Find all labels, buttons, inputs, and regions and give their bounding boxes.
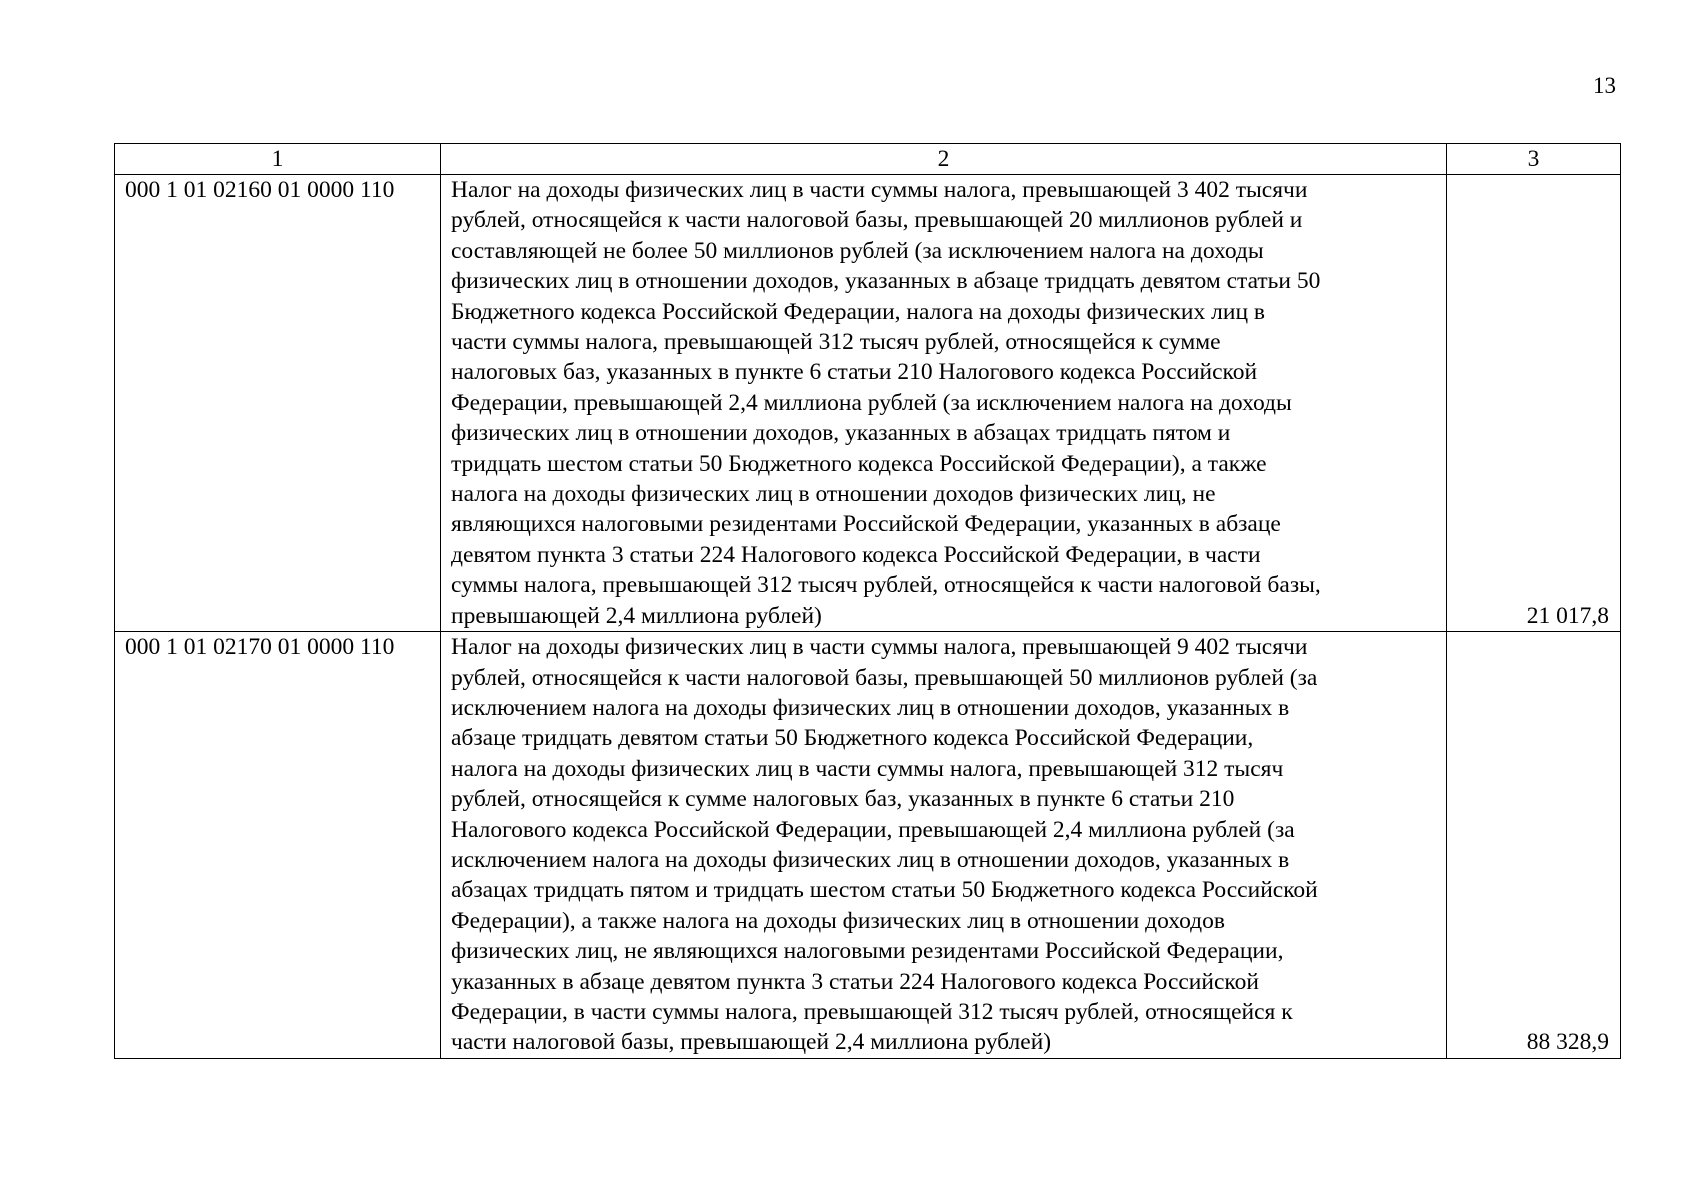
text-line: указанных в абзаце девятом пункта 3 статьи 224 Налогового кодекса Российской (451, 968, 1259, 995)
text-line: рублей, относящейся к части налоговой базы, превышающей 50 миллионов рублей (за (451, 664, 1318, 691)
text-line: являющихся налоговыми резидентами Российской Федерации, указанных в абзаце (451, 511, 1281, 538)
text-line: Налогового кодекса Российской Федерации, превышающей 2,4 миллиона рублей (за (451, 816, 1295, 843)
budget-revenue-table (114, 143, 1621, 1059)
amount-cell: 88 328,9 (1447, 632, 1621, 1059)
column-header-3: 3 (1447, 144, 1621, 175)
text-line: составляющей не более 50 миллионов рублей (за исключением налога на доходы (451, 237, 1264, 264)
text-line: Федерации, превышающей 2,4 миллиона рублей (за исключением налога на доходы (451, 389, 1292, 416)
text-line: физических лиц, не являющихся налоговыми резидентами Российской Федерации, (451, 938, 1284, 965)
text-line: рублей, относящейся к части налоговой базы, превышающей 20 миллионов рублей и (451, 207, 1303, 234)
table-body (115, 175, 1621, 1059)
text-line: суммы налога, превышающей 312 тысяч рублей, относящейся к части налоговой базы, (451, 572, 1321, 599)
page-number: 13 (1593, 73, 1616, 98)
revenue-code-cell: 000 1 01 02160 01 0000 110 (115, 175, 441, 632)
revenue-code-cell: 000 1 01 02170 01 0000 110 (115, 632, 441, 1059)
text-line: Федерации, в части суммы налога, превышающей 312 тысяч рублей, относящейся к (451, 998, 1293, 1025)
table-header (115, 144, 1621, 175)
text-line: части суммы налога, превышающей 312 тысяч рублей, относящейся к сумме (451, 329, 1221, 356)
text-line: исключением налога на доходы физических лиц в отношении доходов, указанных в (451, 694, 1290, 721)
text-line: Налог на доходы физических лиц в части суммы налога, превышающей 9 402 тысячи (451, 634, 1308, 661)
text-line: исключением налога на доходы физических лиц в отношении доходов, указанных в (451, 846, 1290, 873)
revenue-name-cell (441, 632, 1447, 1059)
text-line: абзаце тридцать девятом статьи 50 Бюджетного кодекса Российской Федерации, (451, 725, 1254, 752)
table-row (115, 175, 1621, 632)
text-line: налоговых баз, указанных в пункте 6 статьи 210 Налогового кодекса Российской (451, 359, 1258, 386)
text-line: превышающей 2,4 миллиона рублей) (451, 602, 822, 629)
text-line: физических лиц в отношении доходов, указанных в абзаце тридцать девятом статьи 50 (451, 268, 1321, 295)
text-line: тридцать шестом статьи 50 Бюджетного кодекса Российской Федерации), а также (451, 450, 1267, 477)
text-line: девятом пункта 3 статьи 224 Налогового кодекса Российской Федерации, в части (451, 541, 1261, 568)
text-line: налога на доходы физических лиц в части суммы налога, превышающей 312 тысяч (451, 755, 1284, 782)
text-line: абзацах тридцать пятом и тридцать шестом статьи 50 Бюджетного кодекса Российской (451, 877, 1318, 904)
header-row (115, 144, 1621, 175)
text-line: Федерации), а также налога на доходы физических лиц в отношении доходов (451, 907, 1225, 934)
text-line: физических лиц в отношении доходов, указанных в абзацах тридцать пятом и (451, 420, 1231, 447)
column-header-2: 2 (441, 144, 1447, 175)
text-line: налога на доходы физических лиц в отношении доходов физических лиц, не (451, 481, 1216, 508)
revenue-name-cell (441, 175, 1447, 632)
text-line: рублей, относящейся к сумме налоговых баз, указанных в пункте 6 статьи 210 (451, 786, 1235, 813)
table-row (115, 632, 1621, 1059)
column-header-1: 1 (115, 144, 441, 175)
text-line: Бюджетного кодекса Российской Федерации, налога на доходы физических лиц в (451, 298, 1265, 325)
text-line: части налоговой базы, превышающей 2,4 миллиона рублей) (451, 1029, 1052, 1056)
text-line: Налог на доходы физических лиц в части суммы налога, превышающей 3 402 тысячи (451, 177, 1308, 203)
amount-cell: 21 017,8 (1447, 175, 1621, 632)
